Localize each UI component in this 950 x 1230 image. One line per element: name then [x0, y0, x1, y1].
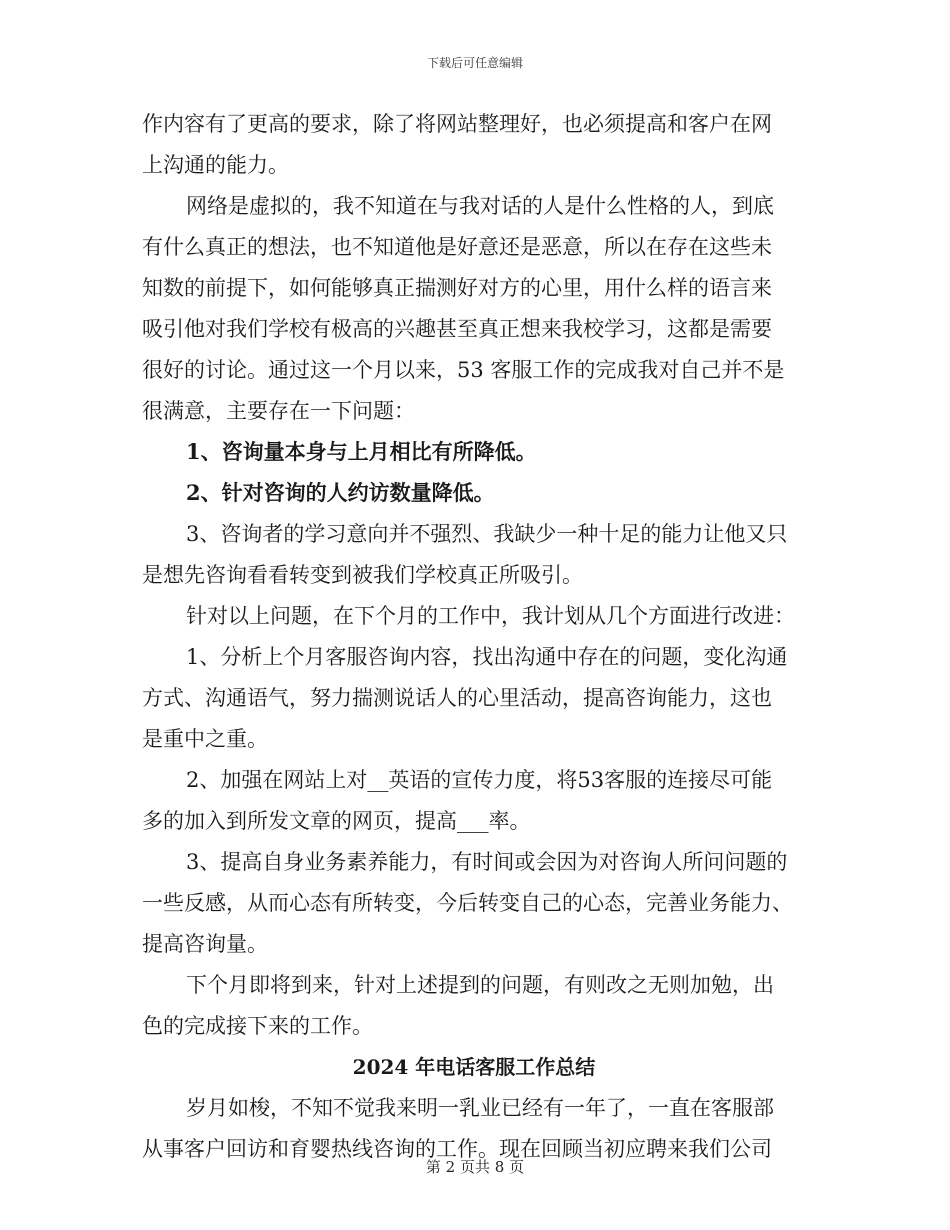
body-line: 下个月即将到来，针对上述提到的问题，有则改之无则加勉，出 [186, 973, 774, 997]
document-body [142, 106, 806, 1167]
body-line: 色的完成接下来的工作。 [142, 1014, 373, 1038]
body-line: 网络是虚拟的，我不知道在与我对话的人是什么性格的人，到底 [186, 194, 774, 218]
issue-item-2: 2、针对咨询的人约访数量降低。 [186, 480, 495, 505]
body-line: 方式、沟通语气，努力揣测说话人的心里活动，提高咨询能力，这也 [142, 686, 772, 710]
body-line: 提高咨询量。 [142, 932, 268, 956]
body-line: 是想先咨询看看转变到被我们学校真正所吸引。 [142, 563, 583, 587]
section-title: 2024 年电话客服工作总结 [352, 1055, 596, 1079]
body-line: 2、加强在网站上对__英语的宣传力度，将53客服的连接尽可能 [186, 768, 773, 792]
body-line: 针对以上问题，在下个月的工作中，我计划从几个方面进行改进： [186, 604, 795, 628]
body-line: 作内容有了更高的要求，除了将网站整理好，也必须提高和客户在网 [142, 112, 772, 136]
body-line: 吸引他对我们学校有极高的兴趣甚至真正想来我校学习，这都是需要 [142, 317, 772, 341]
body-line: 3、提高自身业务素养能力，有时间或会因为对咨询人所问问题的 [186, 850, 788, 874]
page-footer: 第 2 页共 8 页 [425, 1158, 525, 1176]
body-line: 从事客户回访和育婴热线咨询的工作。现在回顾当初应聘来我们公司 [142, 1137, 772, 1161]
body-line: 1、分析上个月客服咨询内容，找出沟通中存在的问题，变化沟通 [186, 645, 788, 669]
body-line: 上沟通的能力。 [142, 153, 289, 177]
body-line: 很满意，主要存在一下问题： [142, 399, 415, 423]
body-line: 一些反感，从而心态有所转变，今后转变自己的心态，完善业务能力、 [142, 891, 793, 915]
body-line: 多的加入到所发文章的网页，提高___率。 [142, 809, 531, 833]
body-line: 有什么真正的想法，也不知道他是好意还是恶意，所以在存在这些未 [142, 235, 772, 259]
body-line: 3、咨询者的学习意向并不强烈、我缺少一种十足的能力让他又只 [186, 522, 788, 546]
body-line: 很好的讨论。通过这一个月以来，53 客服工作的完成我对自己并不是 [142, 358, 785, 382]
header-note: 下载后可任意编辑 [426, 56, 523, 70]
body-line: 知数的前提下，如何能够真正揣测好对方的心里，用什么样的语言来 [142, 276, 772, 300]
body-line: 岁月如梭，不知不觉我来明一乳业已经有一年了，一直在客服部 [186, 1096, 774, 1120]
body-line: 是重中之重。 [142, 727, 268, 751]
issue-item-1: 1、咨询量本身与上月相比有所降低。 [186, 439, 537, 464]
